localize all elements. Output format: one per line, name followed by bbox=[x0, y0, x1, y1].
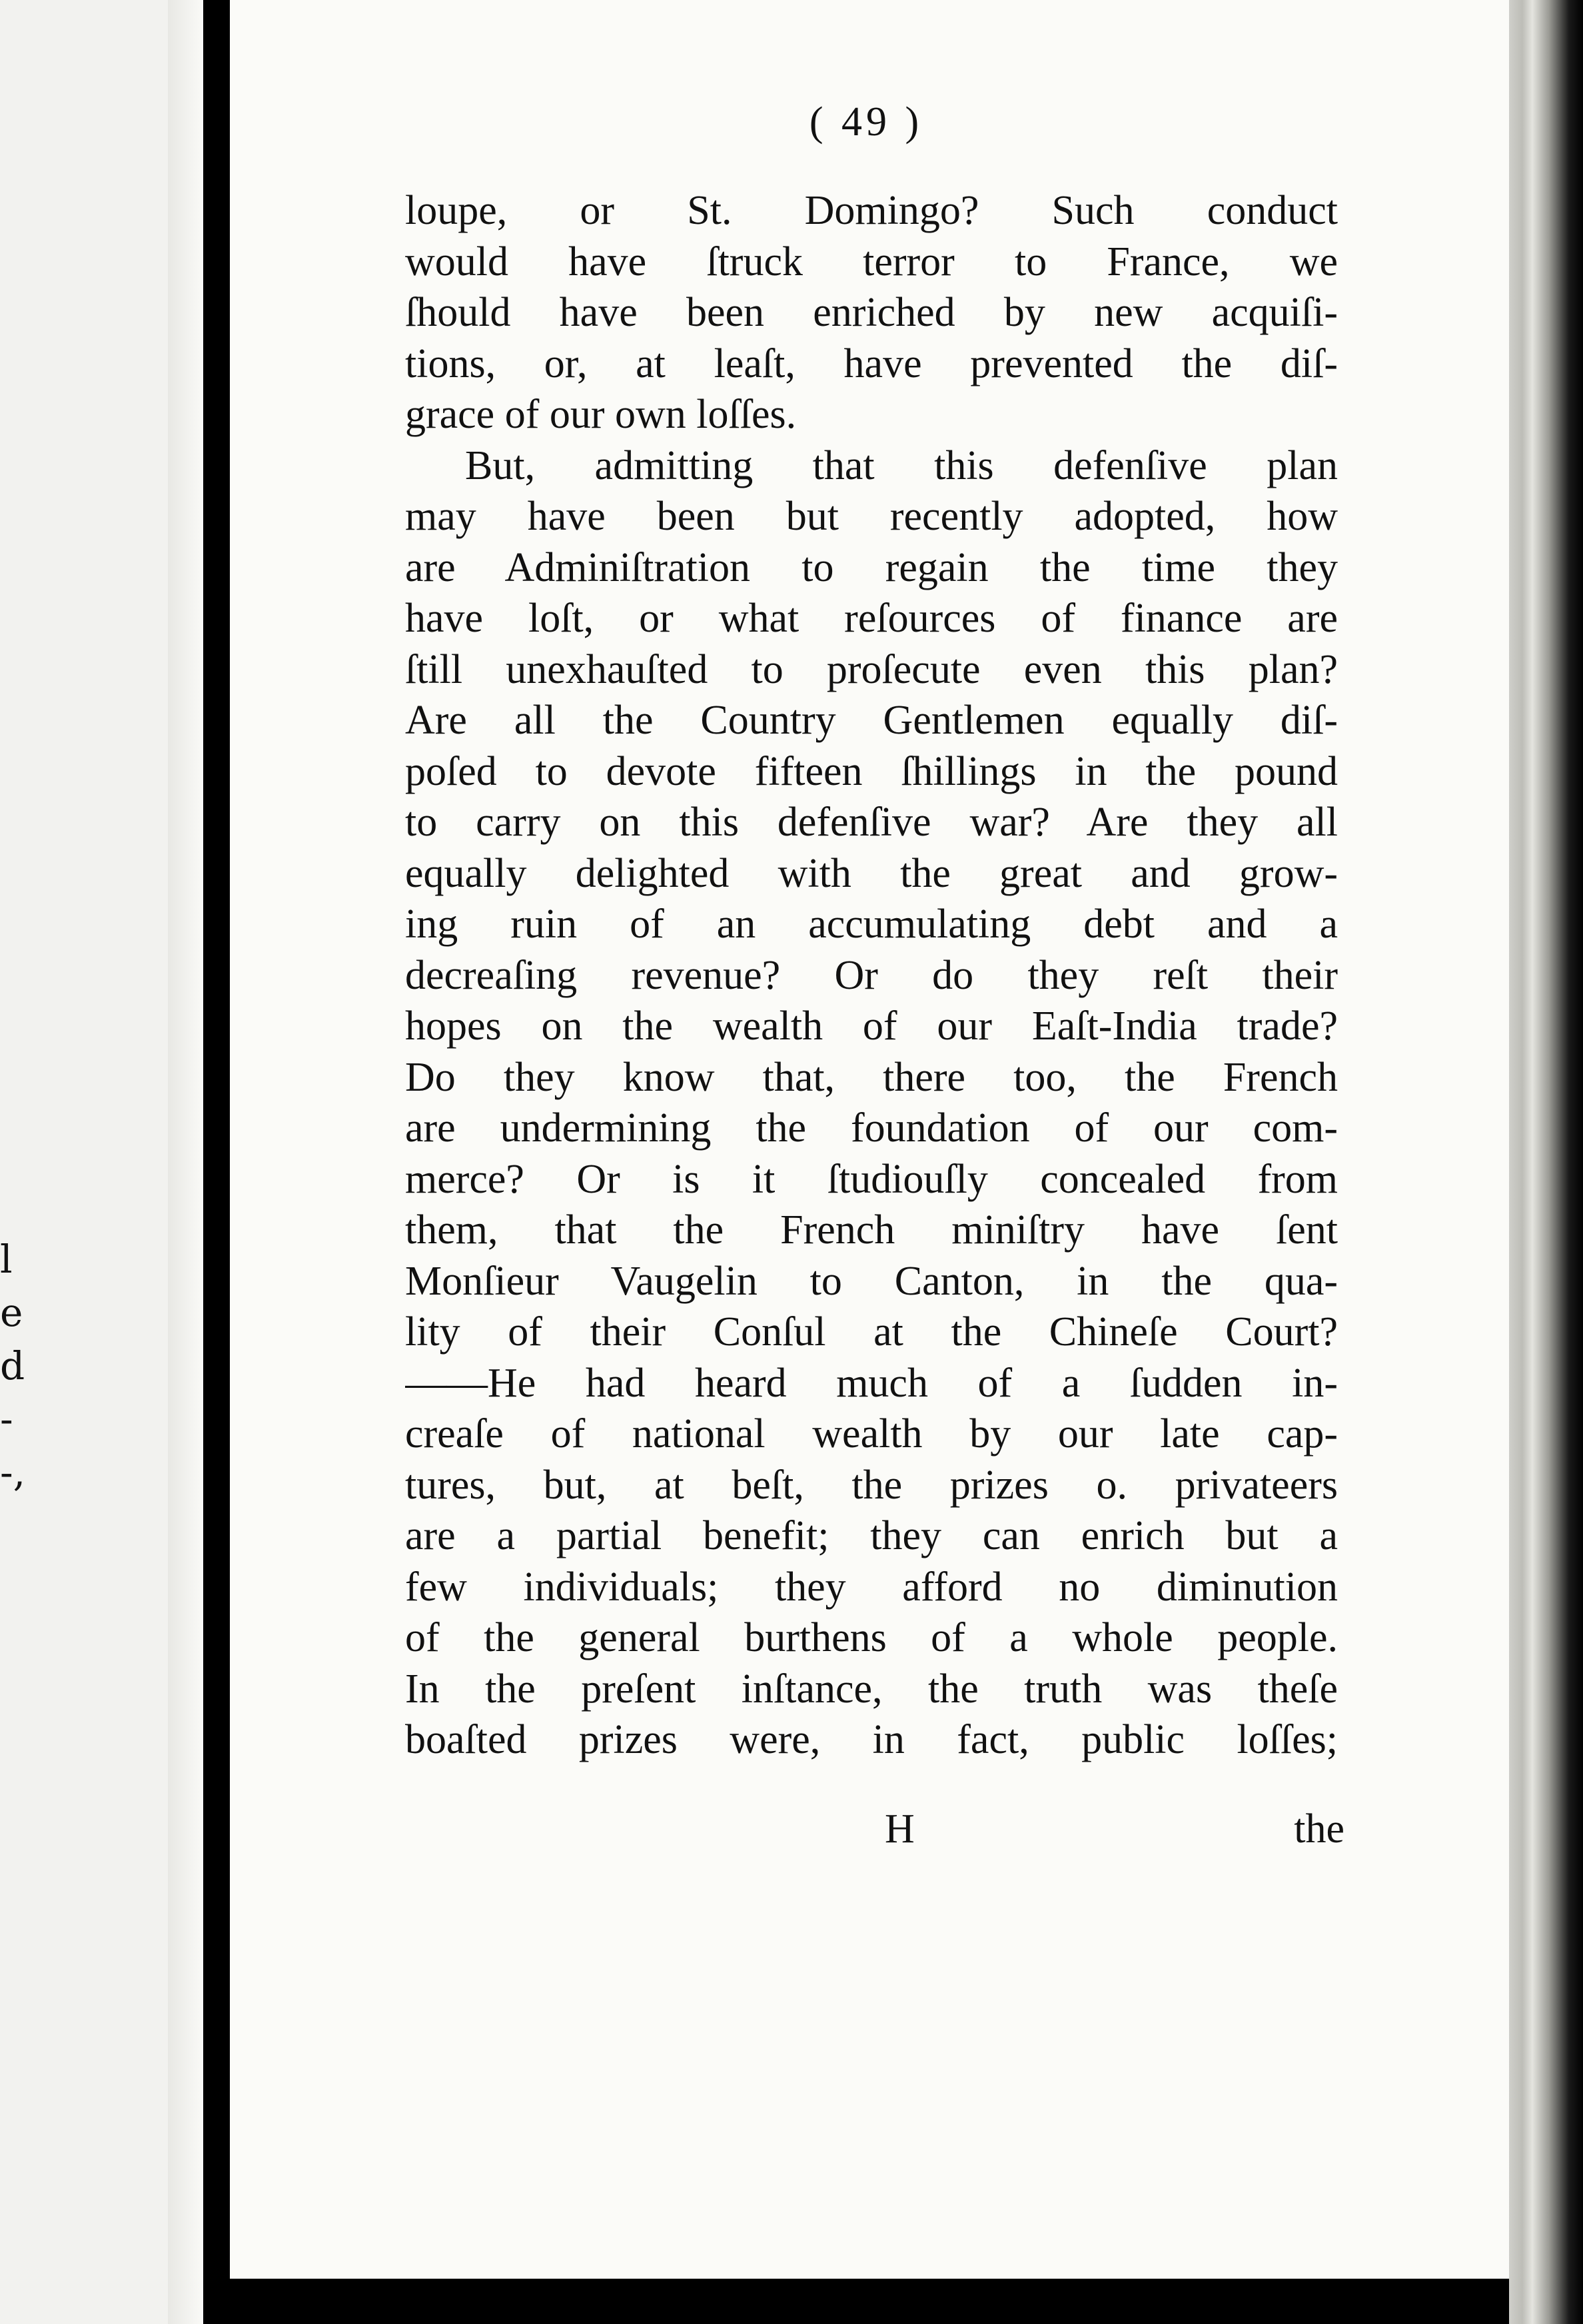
text-line: ſtill unexhauſted to proſecute even this plan? bbox=[405, 646, 1338, 692]
signature-mark: H bbox=[885, 1806, 915, 1852]
margin-letter: e bbox=[0, 1290, 23, 1335]
text-line: hopes on the wealth of our Eaſt-India trade? bbox=[405, 1003, 1338, 1049]
text-line: ——He had heard much of a ſudden in- bbox=[405, 1360, 1338, 1406]
paragraph-start-line: But, admitting that this defenſive plan bbox=[465, 442, 1338, 488]
left-page-edge bbox=[168, 0, 203, 2324]
text-line: Do they know that, there too, the French bbox=[405, 1054, 1338, 1100]
bottom-shadow bbox=[230, 2279, 1509, 2324]
body-text bbox=[405, 185, 1338, 1766]
text-line: ſhould have been enriched by new acquiſi- bbox=[405, 290, 1338, 335]
margin-letter: -, bbox=[0, 1450, 26, 1495]
text-line: of the general burthens of a whole people. bbox=[405, 1615, 1338, 1660]
margin-letter: - bbox=[0, 1397, 13, 1442]
margin-letter: l bbox=[0, 1237, 13, 1282]
text-line: In the preſent inſtance, the truth was theſe bbox=[405, 1666, 1338, 1712]
catchword: the bbox=[1294, 1806, 1344, 1852]
text-line: equally delighted with the great and grow- bbox=[405, 850, 1338, 896]
left-page-cut-off-text bbox=[0, 1233, 27, 1499]
text-line: decreaſing revenue? Or do they reſt their bbox=[405, 952, 1338, 998]
right-page-edge bbox=[1509, 0, 1583, 2324]
text-line: have loſt, or what reſources of finance are bbox=[405, 596, 1338, 641]
text-line: lity of their Conſul at the Chineſe Court? bbox=[405, 1309, 1338, 1355]
text-line: tions, or, at leaſt, have prevented the diſ- bbox=[405, 340, 1338, 386]
text-line: few individuals; they afford no diminution bbox=[405, 1564, 1338, 1610]
margin-letter: d bbox=[0, 1343, 25, 1389]
text-line: Monſieur Vaugelin to Canton, in the qua- bbox=[405, 1258, 1338, 1304]
book-gutter bbox=[203, 0, 230, 2324]
text-line: would have ſtruck terror to France, we bbox=[405, 239, 1338, 285]
page-number: ( 49 ) bbox=[809, 99, 923, 145]
text-line: boaſted prizes were, in fact, public loſſes; bbox=[405, 1717, 1338, 1762]
text-line: them, that the French miniſtry have ſent bbox=[405, 1207, 1338, 1253]
text-line: grace of our own loſſes. bbox=[405, 392, 797, 437]
text-line: are a partial benefit; they can enrich but a bbox=[405, 1513, 1338, 1558]
text-line: merce? Or is it ſtudiouſly concealed from bbox=[405, 1156, 1338, 1202]
text-line: are undermining the foundation of our com- bbox=[405, 1105, 1338, 1151]
text-line: to carry on this defenſive war? Are they all bbox=[405, 800, 1338, 845]
text-line: tures, but, at beſt, the prizes o. privateers bbox=[405, 1462, 1338, 1508]
left-page bbox=[0, 0, 203, 2324]
text-line: loupe, or St. Domingo? Such conduct bbox=[405, 188, 1338, 233]
text-line: ing ruin of an accumulating debt and a bbox=[405, 901, 1338, 947]
text-line: are Adminiſtration to regain the time they bbox=[405, 544, 1338, 590]
text-line: creaſe of national wealth by our late cap- bbox=[405, 1411, 1338, 1456]
text-line: may have been but recently adopted, how bbox=[405, 494, 1338, 539]
page-footer bbox=[405, 1806, 1344, 1856]
text-line: poſed to devote fifteen ſhillings in the pound bbox=[405, 748, 1338, 794]
text-line: Are all the Country Gentlemen equally diſ- bbox=[405, 698, 1338, 743]
